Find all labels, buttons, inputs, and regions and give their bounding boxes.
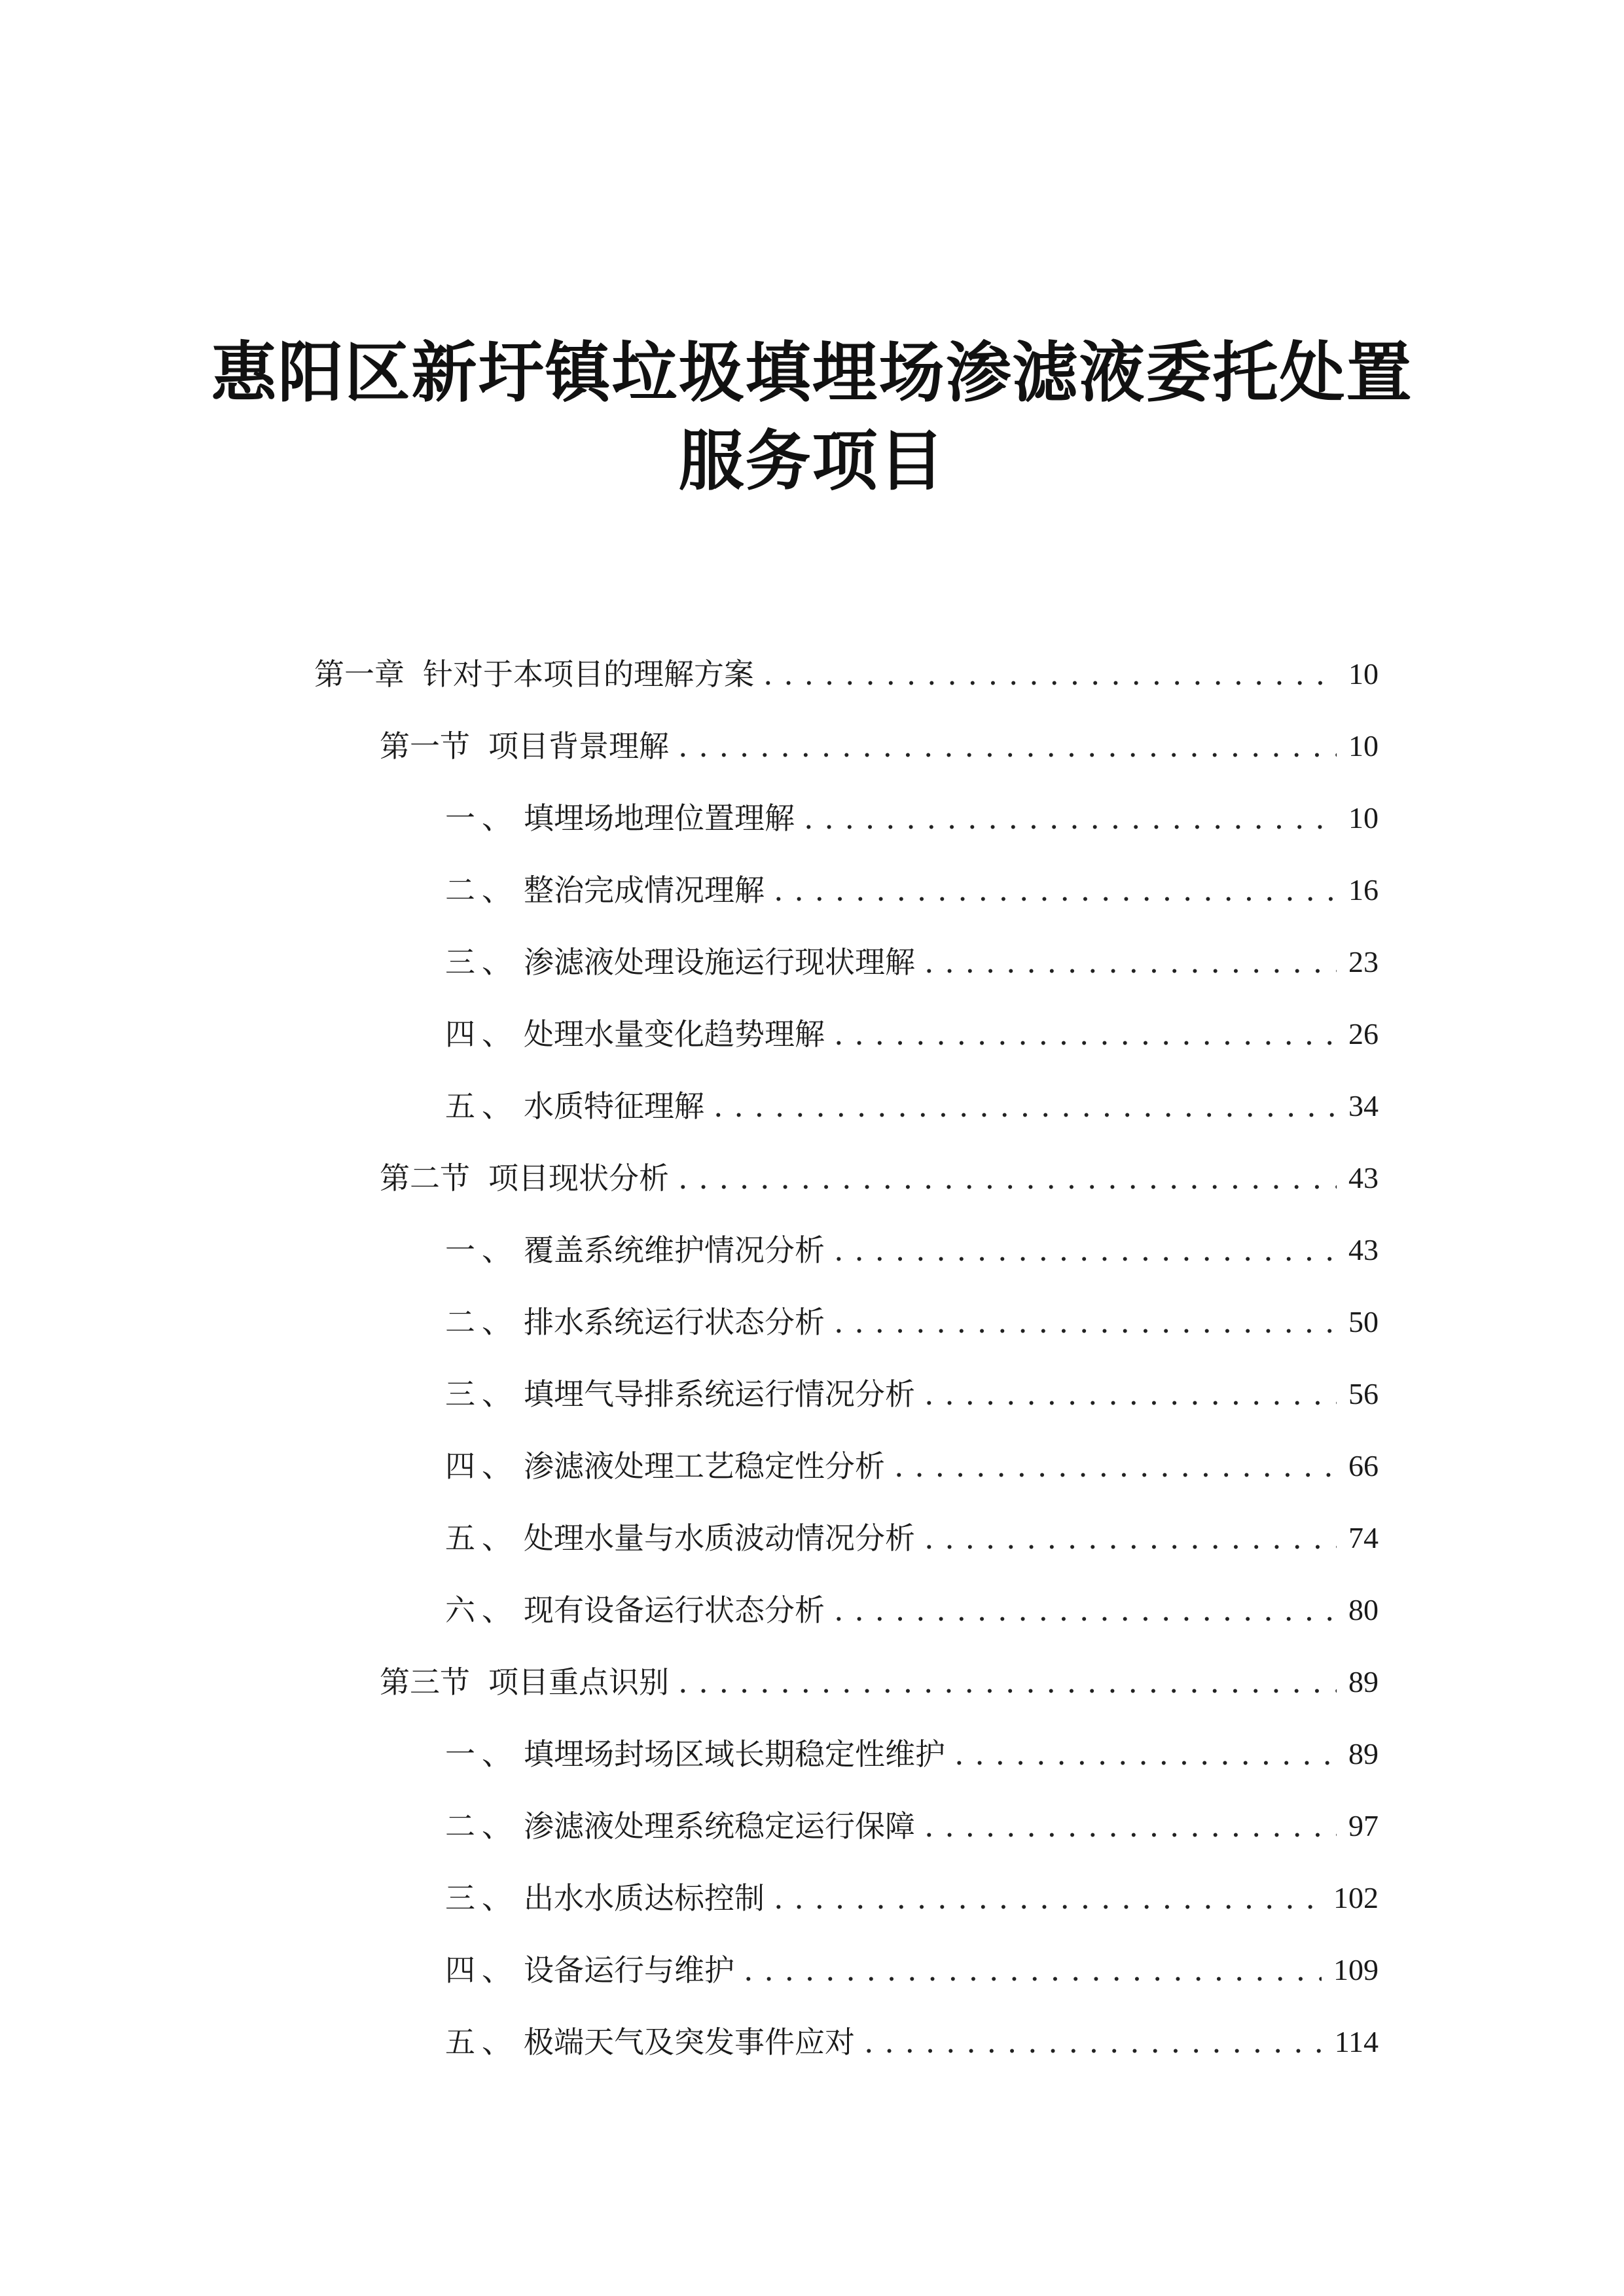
- toc-entry[interactable]: [0, 1718, 1624, 1790]
- toc-entry-page-number: 10: [1348, 729, 1379, 762]
- toc-entry-number: 六、: [445, 1592, 518, 1628]
- toc-dot-leader: [744, 1934, 1322, 2006]
- toc-entry[interactable]: [0, 1430, 1624, 1502]
- document-title-line-1: 惠阳区新圩镇垃圾填埋场渗滤液委托处置: [211, 334, 1413, 411]
- toc-entry-label: 出水水质达标控制: [524, 1880, 765, 1916]
- toc-entry-page-number: 102: [1333, 1881, 1379, 1914]
- toc-dot-leader: [834, 1574, 1337, 1646]
- toc-entry-page-number: 10: [1348, 801, 1379, 834]
- toc-dot-leader: [678, 1142, 1337, 1214]
- toc-dot-leader: [954, 1718, 1337, 1790]
- toc-entry-label: 填埋气导排系统运行情况分析: [524, 1376, 915, 1412]
- toc-entry[interactable]: [0, 1934, 1624, 2006]
- toc-dot-leader: [834, 1286, 1337, 1358]
- toc-dot-leader: [924, 1358, 1337, 1430]
- toc-entry[interactable]: [0, 926, 1624, 998]
- toc-entry-label: 渗滤液处理工艺稳定性分析: [524, 1448, 885, 1484]
- toc-entry-page-number: 114: [1334, 2025, 1379, 2058]
- toc-entry[interactable]: [0, 710, 1624, 782]
- toc-entry-number: 一、: [445, 800, 518, 836]
- toc-entry-page-number: 97: [1348, 1809, 1379, 1842]
- toc-entry-label: 处理水量变化趋势理解: [524, 1016, 825, 1052]
- toc-dot-leader: [924, 1502, 1337, 1574]
- toc-entry-page-number: 10: [1348, 657, 1379, 691]
- toc-dot-leader: [713, 1070, 1337, 1142]
- toc-entry-number: 五、: [445, 2024, 518, 2060]
- toc-dot-leader: [763, 638, 1337, 710]
- toc-dot-leader: [834, 998, 1337, 1070]
- toc-entry-number: 一、: [445, 1736, 518, 1772]
- toc-entry[interactable]: [0, 782, 1624, 854]
- toc-entry-page-number: 43: [1348, 1233, 1379, 1266]
- toc-entry-number: 五、: [445, 1520, 518, 1556]
- toc-dot-leader: [924, 1790, 1337, 1862]
- toc-entry-number: 四、: [445, 1952, 518, 1988]
- toc-dot-leader: [834, 1214, 1337, 1286]
- toc-dot-leader: [804, 782, 1337, 854]
- toc-entry[interactable]: [0, 998, 1624, 1070]
- toc-entry-number: 五、: [445, 1088, 518, 1124]
- toc-dot-leader: [924, 926, 1337, 998]
- toc-entry-page-number: 80: [1348, 1593, 1379, 1626]
- toc-entry-page-number: 50: [1348, 1305, 1379, 1338]
- toc-entry[interactable]: [0, 1358, 1624, 1430]
- toc-dot-leader: [678, 710, 1337, 782]
- toc-entry-label: 填埋场封场区域长期稳定性维护: [524, 1736, 945, 1772]
- toc-entry[interactable]: [0, 638, 1624, 710]
- toc-entry[interactable]: [0, 2006, 1624, 2078]
- toc-entry-number: 一、: [445, 1232, 518, 1268]
- toc-entry-label: 设备运行与维护: [524, 1952, 734, 1988]
- toc-entry-label: 覆盖系统维护情况分析: [524, 1232, 825, 1268]
- toc-entry-number: 第三节: [380, 1664, 470, 1700]
- toc-entry-page-number: 56: [1348, 1377, 1379, 1410]
- toc-entry-page-number: 23: [1348, 945, 1379, 978]
- toc-entry-page-number: 74: [1348, 1521, 1379, 1554]
- toc-entry-number: 第一章: [314, 656, 405, 692]
- toc-entry-label: 渗滤液处理系统稳定运行保障: [524, 1808, 915, 1844]
- toc-entry-page-number: 89: [1348, 1665, 1379, 1698]
- toc-entry[interactable]: [0, 1070, 1624, 1142]
- toc-entry[interactable]: [0, 1286, 1624, 1358]
- toc-dot-leader: [678, 1646, 1337, 1718]
- toc-entry-number: 四、: [445, 1448, 518, 1484]
- toc-entry[interactable]: [0, 1646, 1624, 1718]
- toc-entry-number: 三、: [445, 944, 518, 980]
- toc-entry-label: 排水系统运行状态分析: [524, 1304, 825, 1340]
- toc-entry-number: 第二节: [380, 1160, 470, 1196]
- toc-entry-number: 二、: [445, 1808, 518, 1844]
- toc-entry-label: 整治完成情况理解: [524, 872, 765, 908]
- toc-entry-number: 四、: [445, 1016, 518, 1052]
- toc-entry-label: 填埋场地理位置理解: [524, 800, 795, 836]
- toc-entry[interactable]: [0, 1502, 1624, 1574]
- toc-entry-label: 项目背景理解: [488, 728, 669, 764]
- toc-dot-leader: [774, 1862, 1322, 1934]
- toc-entry-label: 极端天气及突发事件应对: [524, 2024, 855, 2060]
- toc-entry[interactable]: [0, 1862, 1624, 1934]
- toc-entry-label: 渗滤液处理设施运行现状理解: [524, 944, 915, 980]
- toc-entry-page-number: 34: [1348, 1089, 1379, 1122]
- toc-entry[interactable]: [0, 1214, 1624, 1286]
- toc-entry-page-number: 43: [1348, 1161, 1379, 1194]
- toc-entry[interactable]: [0, 854, 1624, 926]
- toc-entry[interactable]: [0, 1790, 1624, 1862]
- toc-entry-number: 二、: [445, 1304, 518, 1340]
- toc-entry-label: 针对于本项目的理解方案: [423, 656, 754, 692]
- toc-entry-label: 项目现状分析: [488, 1160, 669, 1196]
- toc-entry-page-number: 109: [1333, 1953, 1379, 1986]
- toc-entry-label: 处理水量与水质波动情况分析: [524, 1520, 915, 1556]
- toc-entry-number: 三、: [445, 1376, 518, 1412]
- toc-entry-number: 三、: [445, 1880, 518, 1916]
- toc-entry-label: 项目重点识别: [488, 1664, 669, 1700]
- toc-entry-number: 第一节: [380, 728, 470, 764]
- toc-dot-leader: [864, 2006, 1323, 2078]
- toc-entry-page-number: 26: [1348, 1017, 1379, 1050]
- toc-entry-label: 水质特征理解: [524, 1088, 704, 1124]
- toc-dot-leader: [894, 1430, 1337, 1502]
- toc-dot-leader: [774, 854, 1337, 926]
- toc-entry-label: 现有设备运行状态分析: [524, 1592, 825, 1628]
- toc-entry[interactable]: [0, 1142, 1624, 1214]
- toc-entry[interactable]: [0, 1574, 1624, 1646]
- toc-entry-page-number: 66: [1348, 1449, 1379, 1482]
- toc-entry-number: 二、: [445, 872, 518, 908]
- document-title-line-2: 服务项目: [678, 423, 946, 499]
- toc-entry-page-number: 89: [1348, 1737, 1379, 1770]
- toc-entry-page-number: 16: [1348, 873, 1379, 906]
